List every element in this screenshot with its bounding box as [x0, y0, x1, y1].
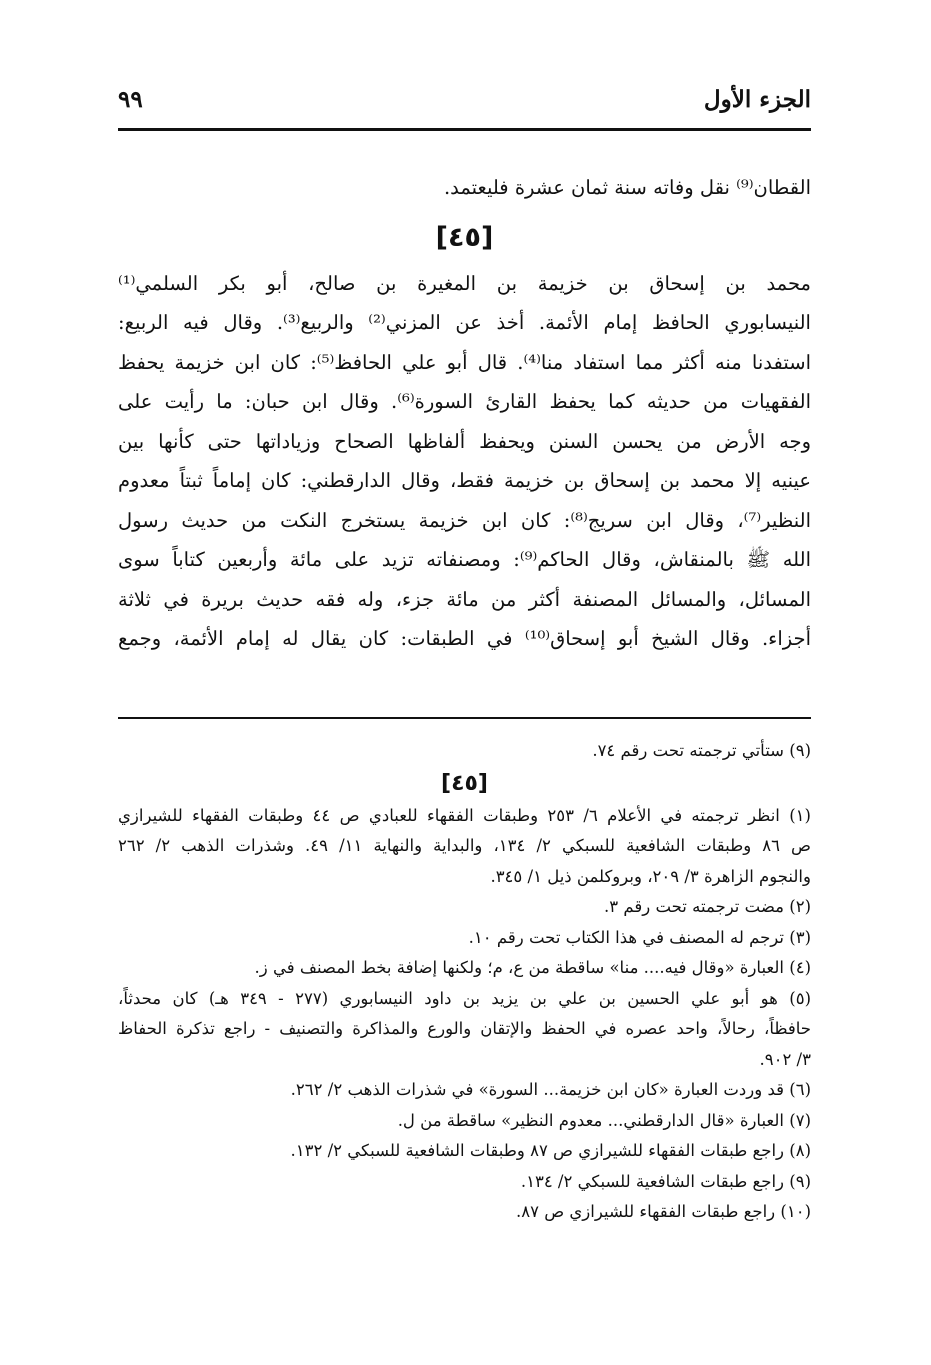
text-line: الله ﷺ بالمنقاش، وقال الحاكم⁽⁹⁾: ومصنفاته تزيد على مائة وأربعين كتاباً سوى — [118, 548, 811, 571]
footnote-line: (٥) هو أبو علي الحسين بن علي بن يزيد بن داود النيسابوري (٢٧٧ - ٣٤٩ هـ) كان محدثاً، — [118, 988, 811, 1008]
footnote-line: (٤) العبارة «وقال فيه.... منا» ساقطة من ع، م؛ ولكنها إضافة بخط المصنف في ز. — [254, 958, 811, 977]
page-header — [118, 84, 811, 120]
text-line: أجزاء. وقال الشيخ أبو إسحاق⁽¹⁰⁾ في الطبقات: كان يقال له إمام الأئمة، وجمع — [118, 627, 811, 650]
footnote-line: ص ٨٦ وطبقات الشافعية للسبكي ٢/ ١٣٤، والبداية والنهاية ١١/ ٤٩. وشذرات الذهب ٢/ ٢٦٢ — [118, 836, 811, 855]
header-rule — [118, 128, 811, 131]
footnotes — [118, 736, 811, 1228]
text-line: استفدنا منه أكثر مما استفاد منا⁽⁴⁾. قال أبو علي الحافظ⁽⁵⁾: كان ابن خزيمة يحفظ — [118, 350, 811, 374]
footnote-line: (٨) راجع طبقات الفقهاء للشيرازي ص ٨٧ وطبقات الشافعية للسبكي ٢/ ١٣٢. — [290, 1141, 811, 1160]
footnote-line: (٩) راجع طبقات الشافعية للسبكي ٢/ ١٣٤. — [520, 1171, 811, 1191]
page-number: ٩٩ — [118, 86, 143, 113]
footnote-line: والنجوم الزاهرة ٣/ ٢٠٩، وبروكلمن ذيل ١/ ٣٤٥. — [490, 866, 811, 886]
text-line: النظير⁽⁷⁾، وقال ابن سريج⁽⁸⁾: كان ابن خزيمة يستخرج النكت من حديث رسول — [118, 508, 811, 532]
footnote-line: (١٠) راجع طبقات الفقهاء للشيرازي ص ٨٧. — [515, 1202, 811, 1221]
footnote-entry-heading: [٤٥] — [441, 770, 488, 796]
running-title: الجزء الأول — [703, 86, 811, 113]
entry-number: [٤٥] — [435, 221, 494, 253]
footnote-line: (١) انظر ترجمته في الأعلام ٦/ ٢٥٣ وطبقات الفقهاء للعبادي ص ٤٤ وطبقات الفقهاء للشيرازي — [118, 805, 811, 825]
footnote-rule — [118, 717, 811, 719]
text-line: عينيه إلا محمد بن إسحاق بن خزيمة فقط، وقال الدارقطني: كان إماماً ثبتاً معدوم — [118, 469, 811, 492]
footnote-carry: (٩) ستأتي ترجمته تحت رقم ٧٤. — [592, 741, 811, 760]
footnote-line: (٢) مضت ترجمته تحت رقم ٣. — [604, 897, 811, 916]
carry-over-line: القطان⁽⁹⁾ نقل وفاته سنة ثمان عشرة فليعتمد. — [443, 176, 811, 199]
text-line: وجه الأرض من يحسن السنن ويحفظ ألفاظها الصحاح وزياداتها حتى كأنها بين — [118, 429, 811, 453]
footnote-line: حافظاً، رحالاً، واحد عصره في الحفظ والإتقان والورع والمذاكرة والتصنيف - راجع تذكرة الحفاظ — [118, 1019, 811, 1038]
footnote-line: (٦) قد وردت العبارة «كان ابن خزيمة... السورة» في شذرات الذهب ٢/ ٢٦٢. — [290, 1080, 811, 1099]
footnote-line: (٧) العبارة «قال الدارقطني... معدوم النظير» ساقطة من ل. — [397, 1110, 811, 1130]
text-line: محمد بن إسحاق بن خزيمة بن المغيرة بن صالح، أبو بكر السلمي⁽¹⁾ — [118, 271, 811, 295]
text-line: الفقهيات من حديثه كما يحفظ القارئ السورة⁽⁶⁾. وقال ابن حبان: ما رأيت على — [118, 390, 811, 413]
main-text — [118, 168, 811, 659]
text-line: المسائل، والمسائل المصنفة أكثر من مائة جزء، وله فقه حديث بريرة في ثلاثة — [118, 587, 811, 611]
text-line: النيسابوري الحافظ إمام الأئمة. أخذ عن المزني⁽²⁾ والربيع⁽³⁾. وقال فيه الربيع: — [118, 311, 811, 334]
footnote-line: (٣) ترجم له المصنف في هذا الكتاب تحت رقم ١٠. — [468, 927, 811, 947]
footnote-line: ٣/ ٩٠٢. — [759, 1049, 811, 1069]
